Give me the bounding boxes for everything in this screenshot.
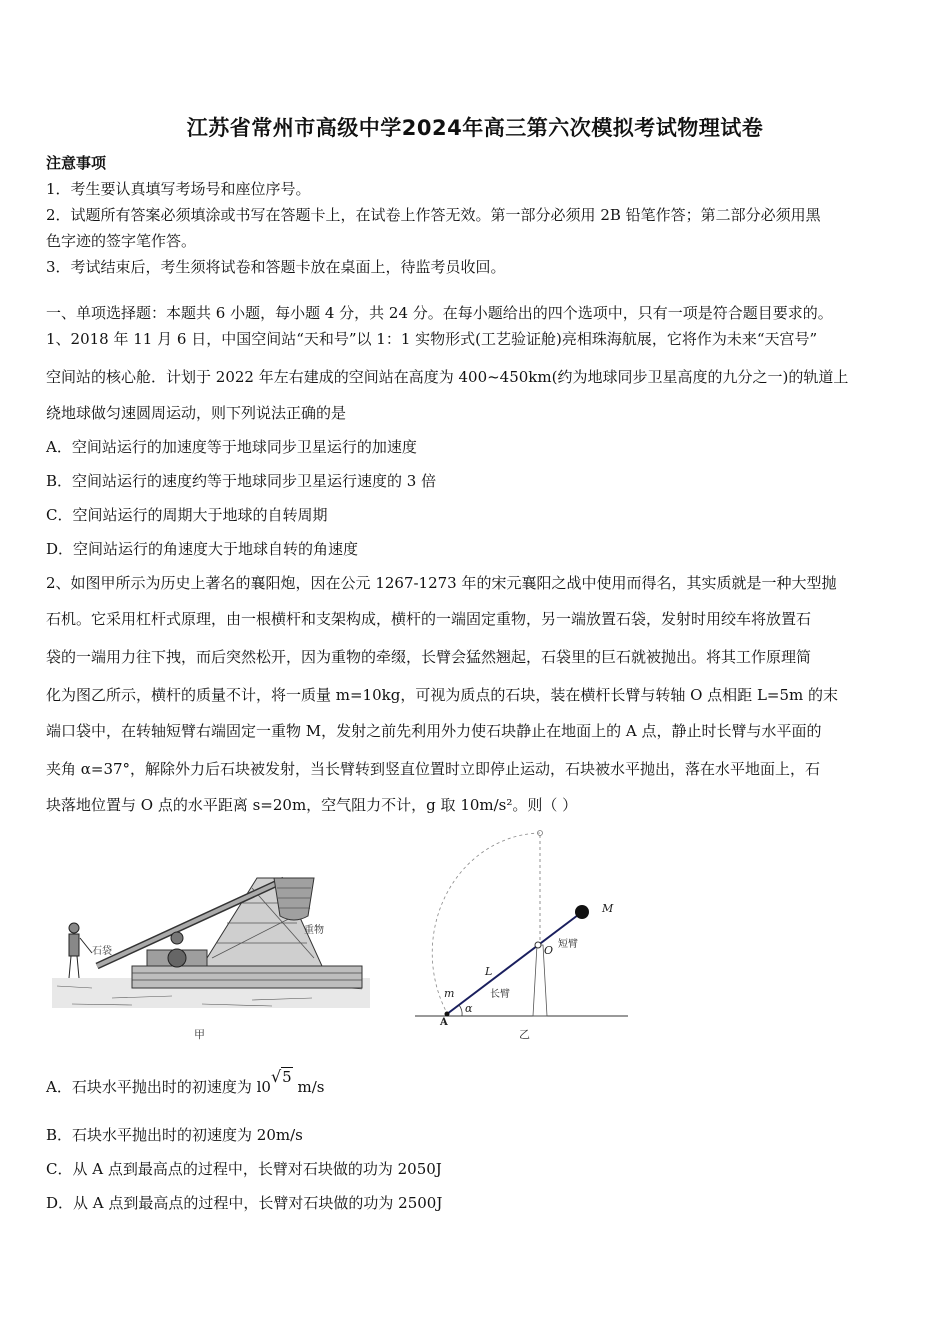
notice-heading: 注意事项 bbox=[46, 154, 107, 172]
q2-option-a[interactable] bbox=[46, 1067, 325, 1097]
notice-item: 色字迹的签字笔作答。 bbox=[46, 232, 197, 250]
q1-option-a[interactable]: A．空间站运行的加速度等于地球同步卫星运行的加速度 bbox=[46, 438, 417, 456]
notice-item: 2．试题所有答案必须填涂或书写在答题卡上，在试卷上作答无效。第一部分必须用 2B 铅笔作答；第二部分必须用黑 bbox=[46, 206, 821, 224]
q2-option-a-text: A．石块水平抛出时的初速度为 l0 bbox=[46, 1078, 271, 1096]
q1-option-d[interactable]: D．空间站运行的角速度大于地球自转的角速度 bbox=[46, 540, 359, 558]
label-alpha: α bbox=[465, 1002, 473, 1015]
question-2-text: 块落地位置与 O 点的水平距离 s=20m，空气阻力不计，g 取 10m/s²。则（ ） bbox=[46, 796, 578, 814]
question-2-text: 端口袋中，在转轴短臂右端固定一重物 M，发射之前先利用外力使石块静止在地面上的 A 点，静止时长臂与水平面的 bbox=[46, 722, 822, 740]
question-2-text: 夹角 α=37°，解除外力后石块被发射，当长臂转到竖直位置时立即停止运动，石块被水平抛出，落在水平地面上，石 bbox=[46, 760, 821, 778]
soldier-figure bbox=[69, 923, 92, 978]
page-title: 江苏省常州市高级中学2024年高三第六次模拟考试物理试卷 bbox=[186, 116, 764, 140]
q1-option-b[interactable]: B．空间站运行的速度约等于地球同步卫星运行速度的 3 倍 bbox=[46, 472, 437, 490]
lever-arm bbox=[447, 912, 582, 1014]
base-platform bbox=[132, 966, 362, 988]
question-2-text: 2、如图甲所示为历史上著名的襄阳炮，因在公元 1267-1273 年的宋元襄阳之战中使用而得名，其实质就是一种大型抛 bbox=[46, 574, 837, 592]
lever-diagram bbox=[410, 825, 640, 1025]
question-2-text: 化为图乙所示，横杆的质量不计，将一质量 m=10kg，可视为质点的石块，装在横杆长臂与转轴 O 点相距 L=5m 的末 bbox=[46, 686, 839, 704]
question-2-text: 袋的一端用力往下拽，而后突然松开，因为重物的牵缀，长臂会猛然翘起，石袋里的巨石就被抛出。将其工作原理简 bbox=[46, 648, 812, 666]
notice-item: 1．考生要认真填写考场号和座位序号。 bbox=[46, 180, 311, 198]
figure-left-caption: 甲 bbox=[194, 1028, 205, 1041]
label-stone-bag: 石袋 bbox=[92, 946, 112, 957]
label-short-arm: 短臂 bbox=[558, 939, 578, 950]
q2-option-c[interactable]: C．从 A 点到最高点的过程中，长臂对石块做的功为 2050J bbox=[46, 1160, 442, 1178]
label-L: L bbox=[485, 965, 493, 978]
label-m: m bbox=[444, 987, 455, 1000]
counterweight bbox=[274, 878, 314, 920]
label-M: M bbox=[602, 902, 614, 915]
label-O: O bbox=[544, 944, 554, 957]
trajectory-arc bbox=[432, 833, 540, 1013]
stone-point bbox=[445, 1012, 450, 1017]
notice-item: 3．考试结束后，考生须将试卷和答题卡放在桌面上，待监考员收回。 bbox=[46, 258, 506, 276]
q2-option-d[interactable]: D．从 A 点到最高点的过程中，长臂对石块做的功为 2500J bbox=[46, 1194, 443, 1212]
label-weight: 重物 bbox=[304, 925, 324, 936]
label-A: A bbox=[440, 1017, 448, 1025]
question-2-text: 石机。它采用杠杆式原理，由一根横杆和支架构成，横杆的一端固定重物，另一端放置石袋，发射时用绞车将放置石 bbox=[46, 610, 812, 628]
question-1-text: 1、2018 年 11 月 6 日，中国空间站“天和号”以 1：1 实物形式(工艺验证舱)亮相珠海航展，它将作为未来“天宫号” bbox=[46, 330, 818, 348]
pivot-point bbox=[535, 942, 541, 948]
catapult-illustration bbox=[52, 858, 372, 1018]
figure-right-caption: 乙 bbox=[519, 1028, 530, 1041]
section-heading: 一、单项选择题：本题共 6 小题，每小题 4 分，共 24 分。在每小题给出的四个选项中，只有一项是符合题目要求的。 bbox=[46, 304, 833, 322]
weight-mass bbox=[575, 905, 589, 919]
q1-option-c[interactable]: C．空间站运行的周期大于地球的自转周期 bbox=[46, 506, 328, 524]
sqrt-expression: √5 bbox=[270, 1067, 292, 1086]
label-long-arm: 长臂 bbox=[490, 989, 510, 1000]
question-1-text: 绕地球做匀速圆周运动，则下列说法正确的是 bbox=[46, 404, 347, 422]
q2-option-a-unit: m/s bbox=[292, 1078, 325, 1096]
sqrt-radicand: 5 bbox=[282, 1068, 292, 1086]
question-1-text: 空间站的核心舱．计划于 2022 年左右建成的空间站在高度为 400~450km(约为地球同步卫星高度的九分之一)的轨道上 bbox=[46, 368, 849, 386]
q2-option-b[interactable]: B．石块水平抛出时的初速度为 20m/s bbox=[46, 1126, 303, 1144]
